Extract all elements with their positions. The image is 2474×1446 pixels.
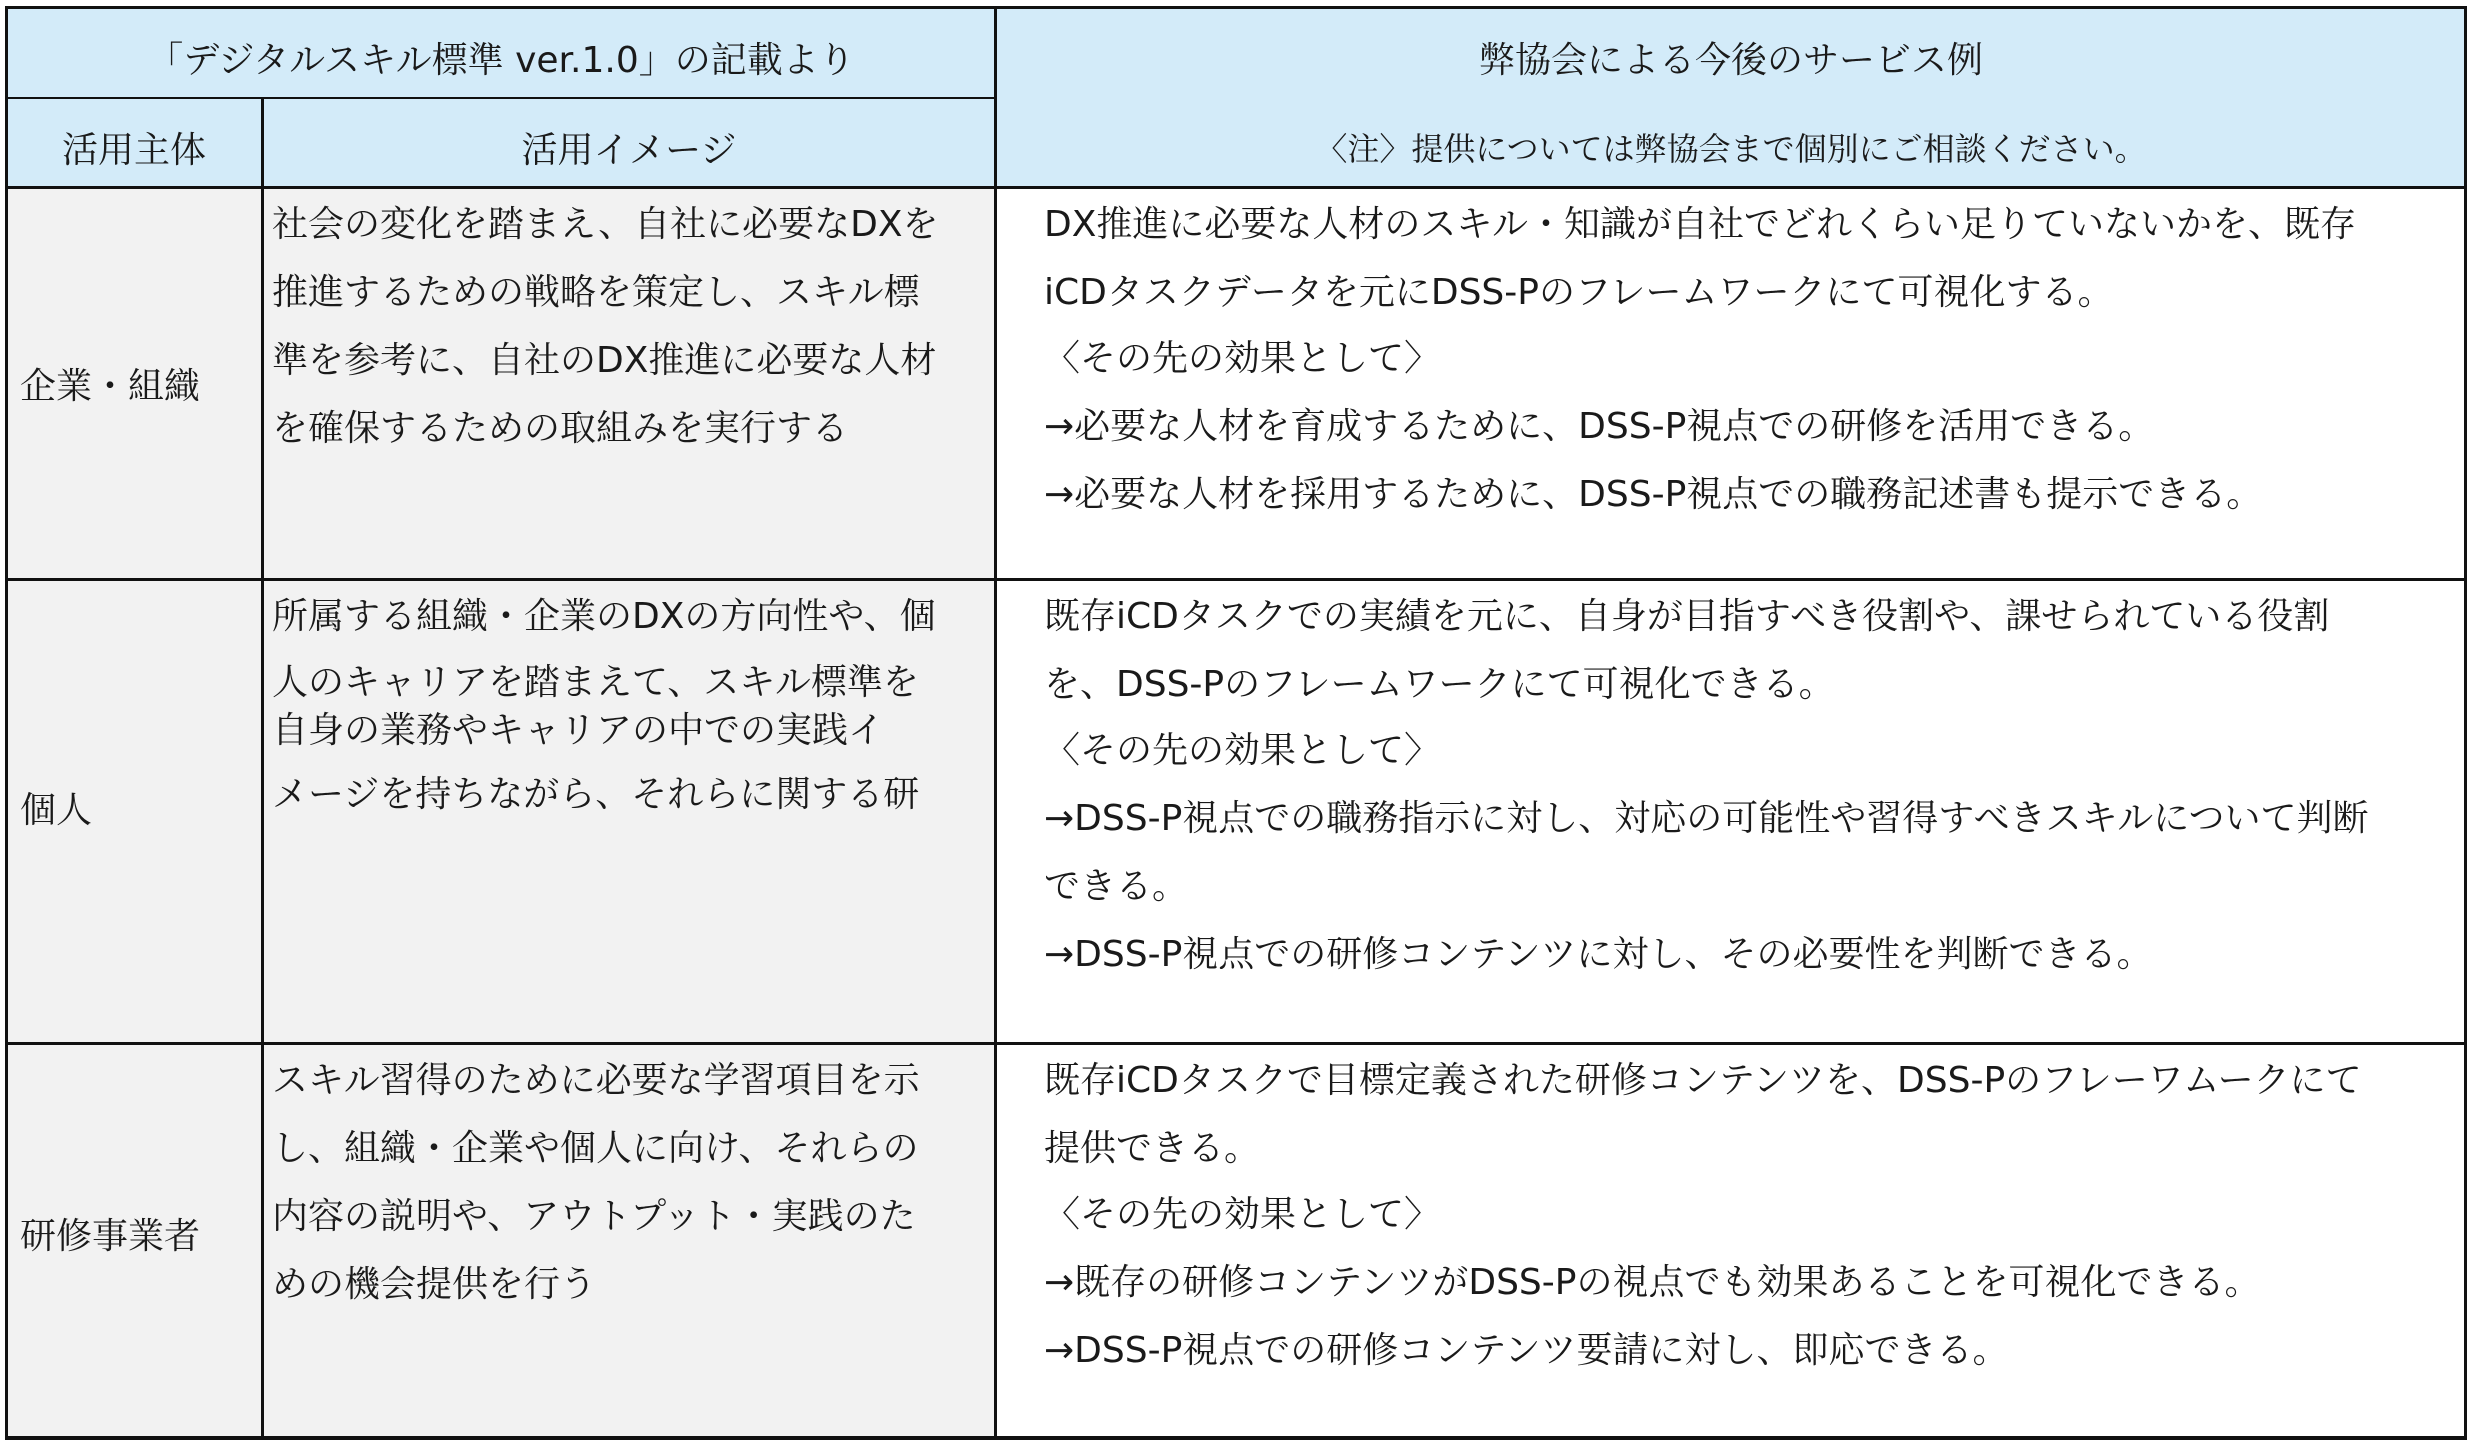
row-3-service-line: 提供できる。 <box>1044 1128 1261 1169</box>
table-border-header-split <box>6 97 996 99</box>
row-1-image-line: を確保するための取組みを実行する <box>272 408 849 449</box>
row-1-service-line: DX推進に必要な人材のスキル・知識が自社でどれくらい足りていないかを、既存 <box>1044 204 2357 245</box>
row-2-image-line: 人のキャリアを踏まえて、スキル標準を <box>272 662 919 703</box>
row-2-service-line: できる。 <box>1044 866 1189 907</box>
row-3-service-line: 既存iCDタスクで目標定義された研修コンテンツを、DSS-Pのフレーワムークにて <box>1044 1060 2362 1101</box>
row-1-service-line: iCDタスクデータを元にDSS-Pのフレームワークにて可視化する。 <box>1044 272 2114 313</box>
row-1-service-line: →必要な人材を採用するために、DSS-P視点での職務記述書も提示できる。 <box>1044 474 2263 515</box>
row-2-entity: 個人 <box>20 790 93 831</box>
row-2-service-line: →DSS-P視点での研修コンテンツに対し、その必要性を判断できる。 <box>1044 934 2153 975</box>
row-1-image-line: 準を参考に、自社のDX推進に必要な人材 <box>272 340 937 381</box>
header-service-cell <box>996 8 2466 188</box>
row-2-service-line: →DSS-P視点での職務指示に対し、対応の可能性や習得すべきスキルについて判断 <box>1044 798 2369 839</box>
header-entity-cell <box>6 98 262 188</box>
row-1-service-cell <box>996 188 2466 580</box>
row-2-service-cell <box>996 580 2466 1044</box>
row-1-service-line: 〈その先の効果として〉 <box>1044 338 1441 379</box>
table-border-col-1 <box>261 97 264 1440</box>
table-border-left <box>5 6 8 1440</box>
row-1-image-cell <box>262 188 996 580</box>
table-border-row-2 <box>6 1042 2466 1045</box>
table-border-bottom <box>6 1436 2466 1440</box>
row-2-image-cell <box>262 580 996 1044</box>
header-service-title: 弊協会による今後のサービス例 <box>1478 40 1983 81</box>
row-2-image-line: メージを持ちながら、それらに関する研 <box>272 774 920 815</box>
row-1-image-line: 推進するための戦略を策定し、スキル標 <box>272 272 920 313</box>
row-1-entity: 企業・組織 <box>20 366 201 407</box>
row-3-image-cell <box>262 1044 996 1438</box>
table-border-col-2 <box>994 6 997 1440</box>
header-image-label: 活用イメージ <box>521 130 737 171</box>
row-3-entity: 研修事業者 <box>20 1216 201 1257</box>
row-1-entity-cell <box>6 188 262 580</box>
row-3-image-line: スキル習得のために必要な学習項目を示 <box>272 1060 920 1101</box>
row-2-service-line: を、DSS-Pのフレームワークにて可視化できる。 <box>1044 664 1835 705</box>
row-3-service-line: →既存の研修コンテンツがDSS-Pの視点でも効果あることを可視化できる。 <box>1044 1262 2261 1303</box>
row-2-service-line: 既存iCDタスクでの実績を元に、自身が目指すべき役割や、課せられている役割 <box>1044 596 2330 637</box>
table-border-right <box>2464 6 2467 1440</box>
row-2-image-line: 所属する組織・企業のDXの方向性や、個 <box>272 596 936 637</box>
header-source-cell <box>6 8 996 98</box>
row-2-service-line: 〈その先の効果として〉 <box>1044 730 1441 771</box>
row-3-image-line: 内容の説明や、アウトプット・実践のた <box>272 1196 916 1237</box>
row-3-service-line: →DSS-P視点での研修コンテンツ要請に対し、即応できる。 <box>1044 1330 2009 1371</box>
row-2-entity-cell <box>6 580 262 1044</box>
header-service-note: 〈注〉提供については弊協会まで個別にご相談ください。 <box>1315 130 2147 168</box>
header-source-title: 「デジタルスキル標準 ver.1.0」の記載より <box>147 40 855 81</box>
row-2-image-line: 自身の業務やキャリアの中での実践イ <box>272 710 885 751</box>
table-border-top <box>6 6 2466 9</box>
row-1-service-line: →必要な人材を育成するために、DSS-P視点での研修を活用できる。 <box>1044 406 2155 447</box>
header-image-cell <box>262 98 996 188</box>
row-3-entity-cell <box>6 1044 262 1438</box>
row-3-image-line: し、組織・企業や個人に向け、それらの <box>272 1128 919 1169</box>
table-border-row-1 <box>6 578 2466 581</box>
row-3-service-cell <box>996 1044 2466 1438</box>
row-3-service-line: 〈その先の効果として〉 <box>1044 1194 1441 1235</box>
header-entity-label: 活用主体 <box>61 130 206 171</box>
table-border-header-bottom <box>6 186 2466 189</box>
row-3-image-line: めの機会提供を行う <box>272 1264 597 1305</box>
row-1-image-line: 社会の変化を踏まえ、自社に必要なDXを <box>272 204 939 245</box>
